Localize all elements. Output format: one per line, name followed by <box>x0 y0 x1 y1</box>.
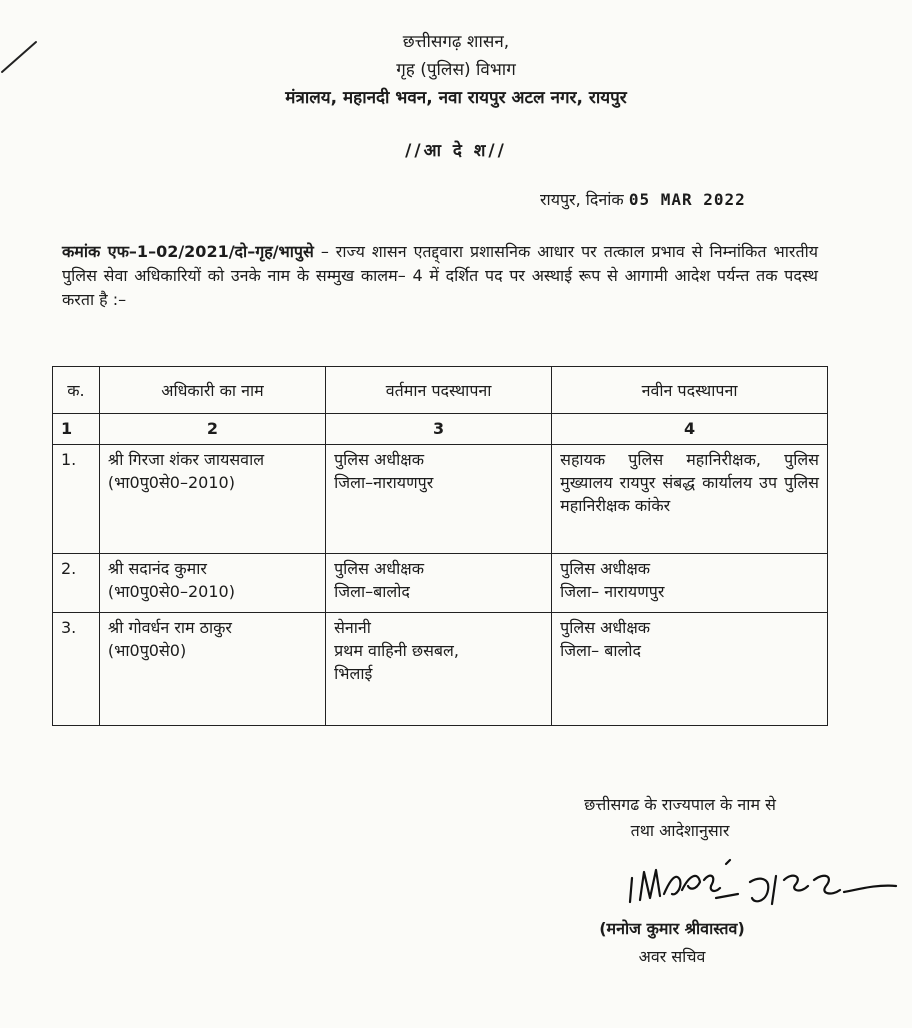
current-posting-cell <box>326 445 552 554</box>
new-posting-cell: सहायक पुलिस महानिरीक्षक, पुलिस मुख्यालय रायपुर संबद्ध कार्यालय उप पुलिस महानिरीक्षक कांकेर <box>552 445 828 554</box>
header-line-department: गृह (पुलिस) विभाग <box>396 60 516 80</box>
signer-designation: अवर सचिव <box>638 947 706 966</box>
column-number: 4 <box>552 414 828 445</box>
order-paragraph <box>62 240 818 312</box>
date-stamp: 05 MAR 2022 <box>628 190 746 209</box>
current-post: पुलिस अधीक्षक <box>334 559 425 578</box>
officer-name: श्री गोवर्धन राम ठाकुर <box>107 618 232 637</box>
current-posting-cell <box>326 613 552 726</box>
order-title: //आ दे श// <box>405 141 507 161</box>
current-unit: प्रथम वाहिनी छसबल, <box>334 641 459 660</box>
table-row <box>53 445 828 554</box>
current-post: पुलिस अधीक्षक <box>334 450 425 469</box>
officer-cell <box>99 613 325 726</box>
table-header-row <box>53 367 828 414</box>
column-number: 2 <box>99 414 325 445</box>
authority-line <box>490 792 870 844</box>
serial-cell: 3. <box>53 613 100 726</box>
new-posting-cell <box>552 613 828 726</box>
current-post: सेनानी <box>334 618 371 637</box>
date-prefix: रायपुर, दिनांक <box>540 190 624 209</box>
current-posting-cell <box>326 554 552 613</box>
authority-line-2: तथा आदेशानुसार <box>630 821 730 840</box>
header-line-address: मंत्रालय, महानदी भवन, नवा रायपुर अटल नगर, रायपुर <box>285 88 627 108</box>
serial-cell: 1. <box>53 445 100 554</box>
order-reference-number: कमांक एफ–1–02/2021/दो–गृह/भापुसे <box>62 242 314 261</box>
handwritten-signature <box>620 850 900 920</box>
officer-service: (भा0पु0से0–2010) <box>107 582 235 601</box>
officer-cell <box>99 554 325 613</box>
table-row <box>53 554 828 613</box>
new-district: जिला– नारायणपुर <box>560 582 665 601</box>
order-body-text: – राज्य शासन एतद्द्वारा प्रशासनिक आधार पर तत्काल प्रभाव से निम्नांकित भारतीय पुलिस सेवा अधिकारियों को उनके नाम के सम्मुख कालम– 4 में दर्शित पद पर अस्थाई रूप से आगामी आदेश पर्यन्त तक पदस्थ करता है :– <box>62 242 818 309</box>
postings-table <box>52 366 828 726</box>
header-new-posting: नवीन पदस्थापना <box>552 367 828 414</box>
column-number: 1 <box>53 414 100 445</box>
current-location: भिलाई <box>334 664 373 683</box>
header-officer-name: अधिकारी का नाम <box>99 367 325 414</box>
officer-name: श्री गिरजा शंकर जायसवाल <box>107 450 265 469</box>
column-number-row <box>53 414 828 445</box>
new-district: जिला– बालोद <box>560 641 641 660</box>
new-posting-cell <box>552 554 828 613</box>
new-post: पुलिस अधीक्षक <box>560 559 651 578</box>
header-serial: क. <box>53 367 100 414</box>
authority-line-1: छत्तीसगढ के राज्यपाल के नाम से <box>584 795 776 814</box>
officer-cell <box>99 445 325 554</box>
current-district: जिला–बालोद <box>334 582 410 601</box>
date-line <box>540 188 746 210</box>
signer-name: (मनोज कुमार श्रीवास्तव) <box>599 919 745 938</box>
officer-service: (भा0पु0से0–2010) <box>107 473 235 492</box>
column-number: 3 <box>326 414 552 445</box>
officer-service: (भा0पु0से0) <box>107 641 187 660</box>
new-post: पुलिस अधीक्षक <box>560 618 651 637</box>
current-district: जिला–नारायणपुर <box>334 473 434 492</box>
officer-name: श्री सदानंद कुमार <box>107 559 207 578</box>
header-current-posting: वर्तमान पदस्थापना <box>326 367 552 414</box>
serial-cell: 2. <box>53 554 100 613</box>
table-row <box>53 613 828 726</box>
header-line-govt: छत्तीसगढ़ शासन, <box>402 32 510 52</box>
